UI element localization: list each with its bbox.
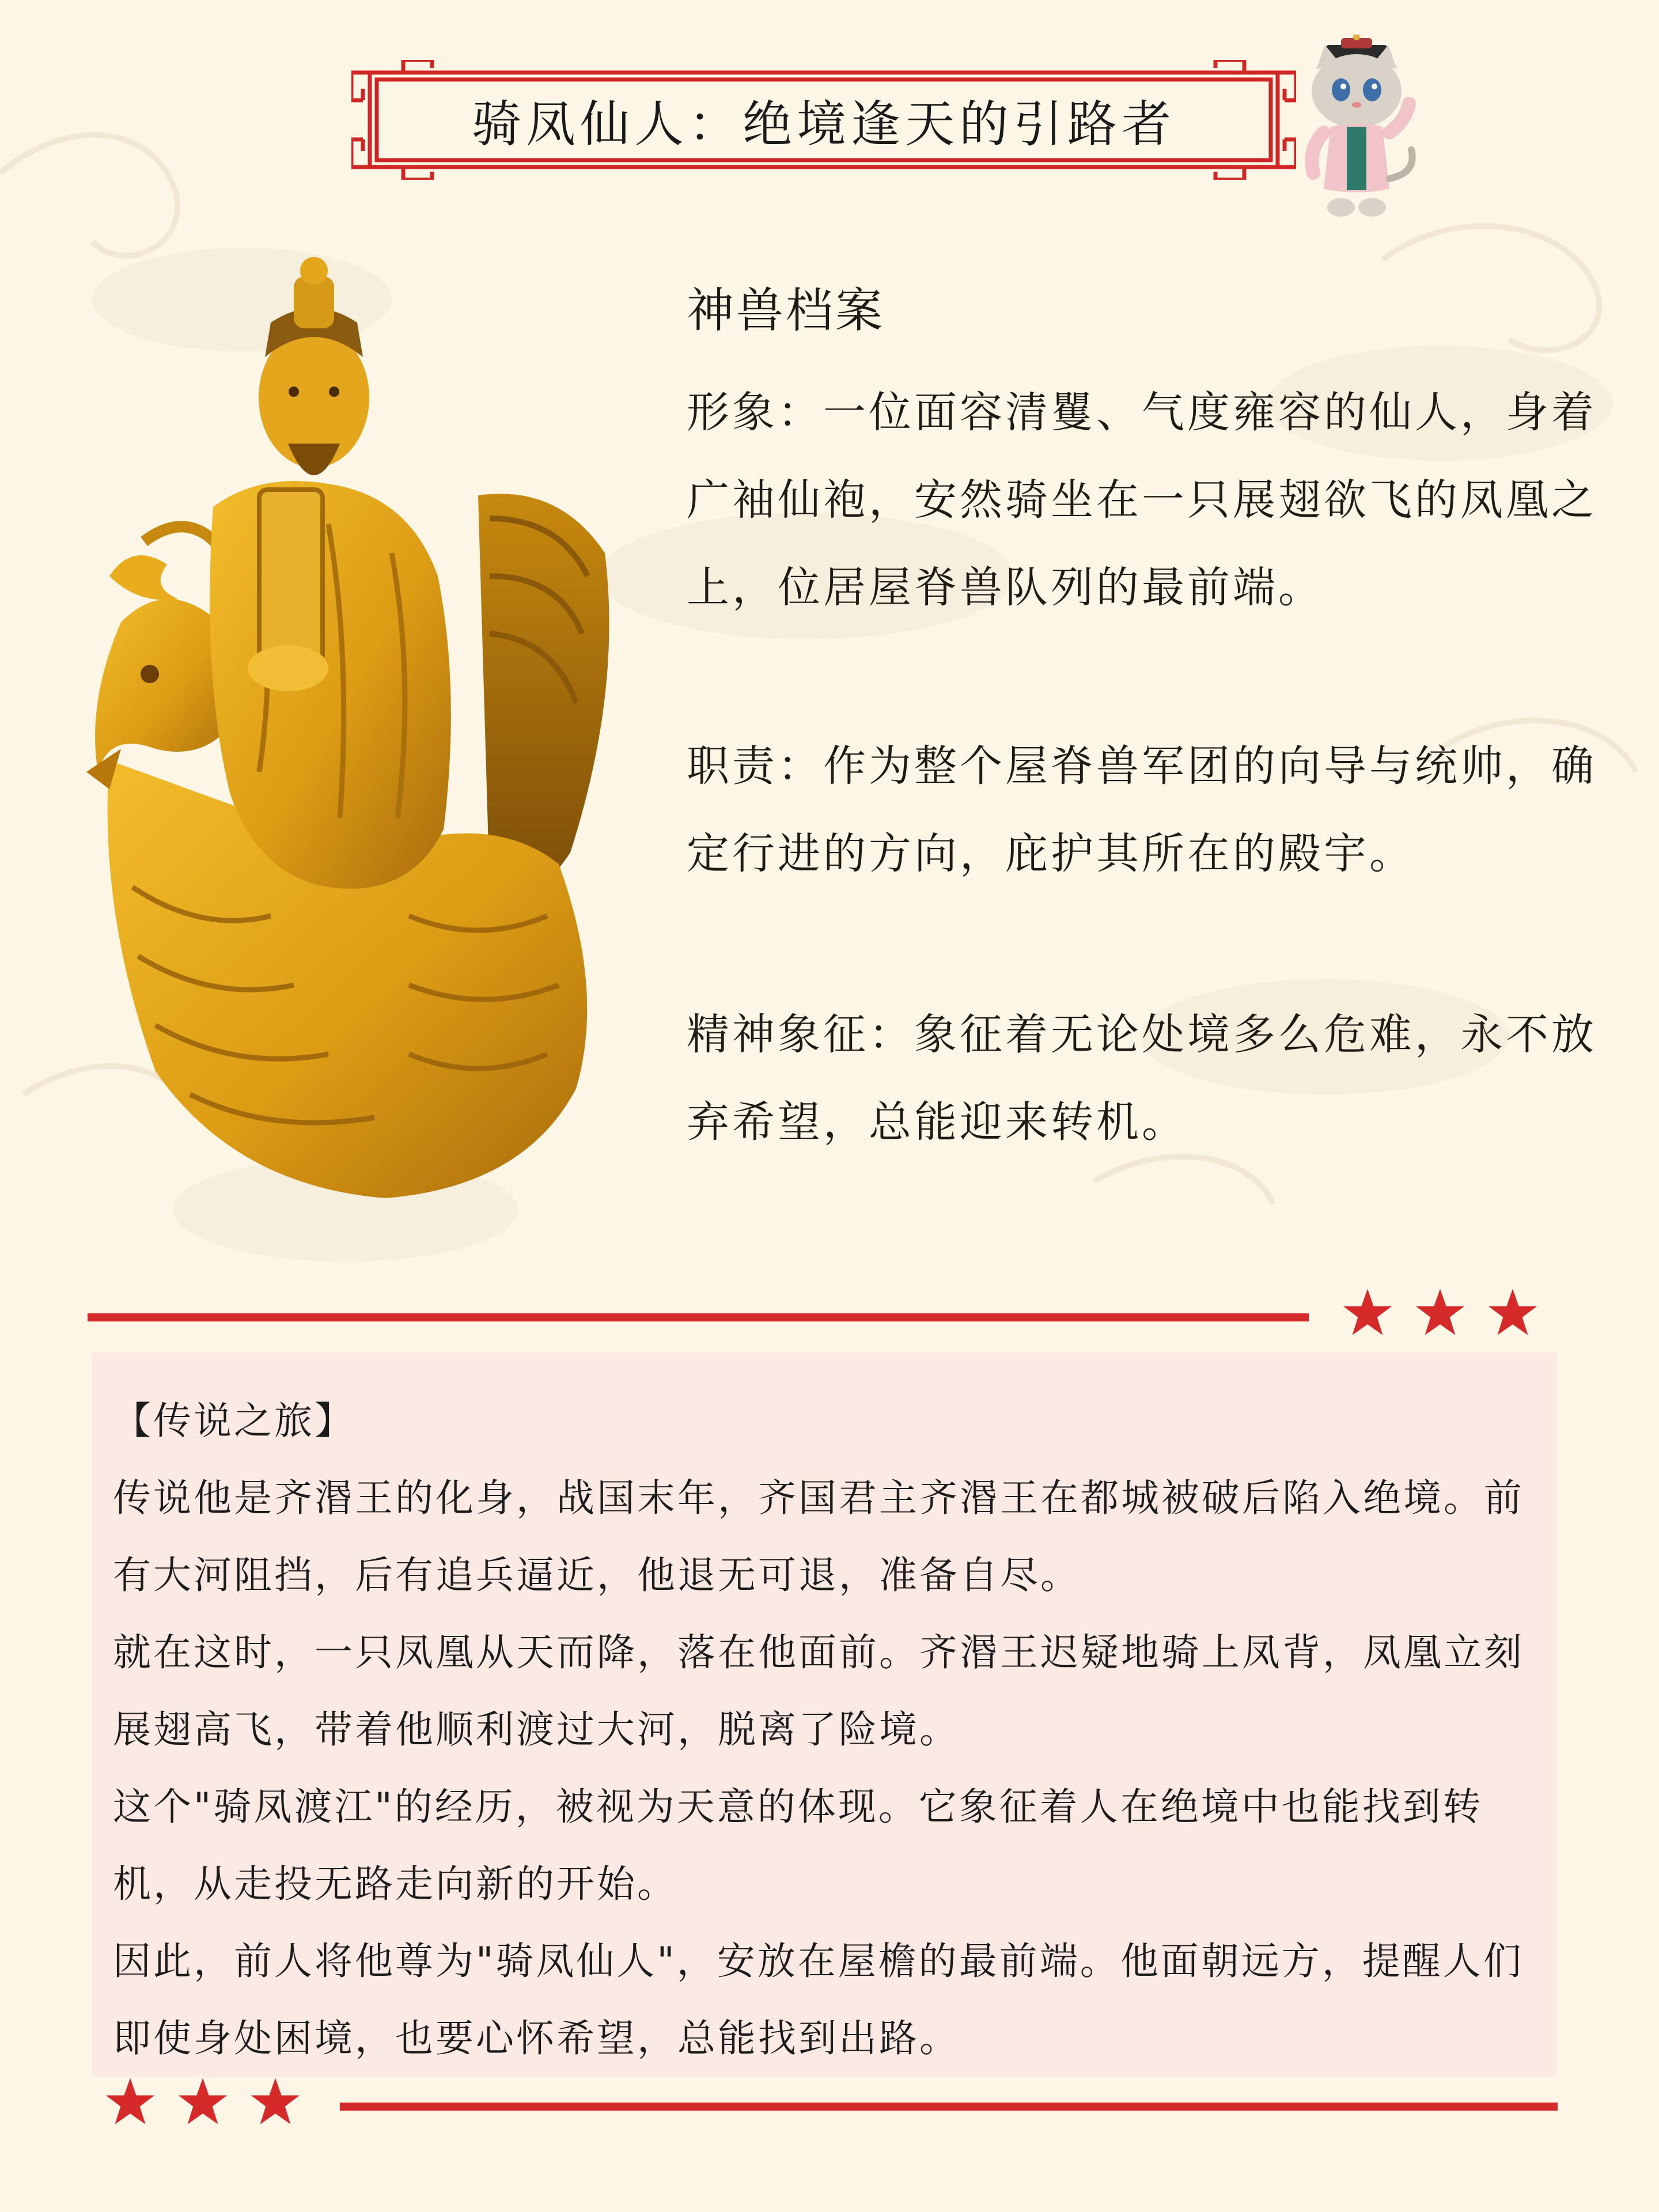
appearance-paragraph: 形象：一位面容清矍、气度雍容的仙人，身着广袖仙袍，安然骑坐在一只展翅欲飞的凤凰之上，位居屋脊兽队列的最前端。 [687, 388, 1597, 612]
legend-paragraph: 就在这时，一只凤凰从天而降，落在他面前。齐湣王迟疑地骑上凤背，凤凰立刻展翅高飞，带着他顺利渡过大河，脱离了险境。 [113, 1630, 1524, 1752]
legend-paragraph: 这个"骑凤渡江"的经历，被视为天意的体现。它象征着人在绝境中也能找到转机，从走投无路走向新的开始。 [113, 1785, 1483, 1906]
bottom-stars [105, 2076, 301, 2127]
legend-paragraph: 因此，前人将他尊为"骑凤仙人"，安放在屋檐的最前端。他面朝远方，提醒人们即使身处困境，也要心怀希望，总能找到出路。 [113, 1939, 1524, 2061]
title-frame [351, 60, 1296, 180]
top-stars [1342, 1287, 1538, 1338]
cat-mascot-icon [1290, 35, 1423, 225]
bottom-divider [340, 2103, 1558, 2111]
top-divider [88, 1313, 1309, 1321]
page-title: 骑凤仙人：绝境逢天的引路者 [472, 96, 1176, 153]
spirit-paragraph: 精神象征：象征着无论处境多么危难，永不放弃希望，总能迎来转机。 [687, 1010, 1597, 1147]
legend-heading: 【传说之旅】 [113, 1399, 355, 1443]
legend-paragraph: 传说他是齐湣王的化身，战国末年，齐国君主齐湣王在都城被破后陷入绝境。前有大河阻挡，后有追兵逼近，他退无可退，准备自尽。 [113, 1476, 1524, 1597]
star-icon [177, 2076, 228, 2127]
legend-text [113, 1382, 1530, 2077]
star-icon [1487, 1287, 1538, 1338]
star-icon [1342, 1287, 1393, 1338]
immortal-on-phoenix-statue [86, 253, 616, 1210]
star-icon [250, 2076, 301, 2127]
profile-heading: 神兽档案 [687, 283, 885, 338]
duty-paragraph: 职责：作为整个屋脊兽军团的向导与统帅，确定行进的方向，庇护其所在的殿宇。 [687, 741, 1597, 878]
star-icon [1415, 1287, 1465, 1338]
star-icon [105, 2076, 156, 2127]
